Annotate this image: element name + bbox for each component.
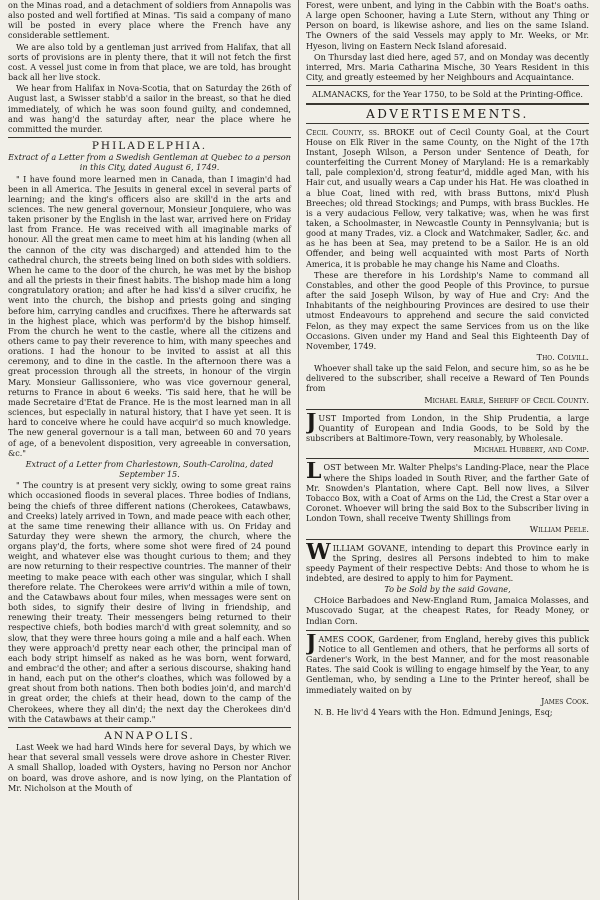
advertisements-heading: ADVERTISEMENTS. (366, 107, 529, 122)
drop-cap: J (306, 633, 317, 656)
divider (306, 103, 589, 105)
advert-text: UST Imported from London, in the Ship Prudentia, a large Quantity of European and India Goods, to be Sold by the subscribers at Baltimore-Town, very reasonably, by Wholesale. (306, 412, 589, 444)
divider (306, 630, 589, 631)
article-paragraph: Forest, were unbent, and lying in the Cabbin with the Boat's oaths. A large open Schooner, having a Lute Stern, without any Thing or Person on board, is likewise ashore, and lies on the same Island. The Owners of the said Vessels may apply to Mr. Weeks, or Mr. Hyeson, living on Eastern Neck Island aforesaid. (306, 0, 589, 51)
advert-text: CHoice Barbadoes and New-England Rum, Jamaica Molasses, and Muscovado Sugar, at the cheapest Rates, for Ready Money, or Indian Corn. (306, 595, 589, 626)
divider (306, 409, 589, 410)
advert-text: These are therefore in his Lordship's Name to command all Constables, and other the good People of this Province, to pursue after the said Joseph Wilson, by way of Hue and Cry: And the Inhabitants of the neighbouring Provinces are desired to use their utmost Endeavours to apprehend and secure the said convicted Felon, as they may expect the same Services from us on the like Occasions. Given under my Hand and Seal this Eighteenth Day of November, 1749. (306, 269, 589, 351)
letter-subheading: Extract of a Letter from Charlestown, South-Carolina, dated September 15. (25, 458, 274, 480)
article-paragraph: " The country is at present very sickly, owing to some great rains which occasioned floods in several places. Three bodies of Indians, being the chiefs of three different nations (Cherokees, Catawbaws, and Creeks) lately arrived in Town, and made peace with each other, at the same time renewing their alliance with us. On Friday and Saturday they were shewn the armory, the church, where the organs play'd, the forts, where some shot were fired of 24 pound weight, and whatever else was thought curious to them; and they are now returning to their respective countries. The manner of their meeting to make peace with each other was singular, which I shall therefore relate. The Cherokees were arriv'd within a mile of town, and the Catawbaws about four miles, when messages were sent on both sides, to signify their desire of living in friendship, and renewing their treaty. Their messengers being returned to their respective chiefs, both bodies march'd with great solemnity, and so slow, that they were three hours going a mile and a half each. When they were approach'd pretty near each other, the principal man of each body stript himself as naked as he was born, went forward, and embrac'd the other; and after a serious discourse, shaking hand in hand, each put on the other's cloathes, which was followed by a great shout from both nations. Then both bodies join'd, and march'd in great order, the chiefs at their head, down to the camp of the Cherokees, where they all din'd; the next day the Cherokees din'd with the Catawbaws at their camp." (8, 480, 291, 724)
signature: Tho. Colvill. (536, 352, 589, 362)
gardener-advertisement (306, 634, 589, 718)
county-label: Cecil County, ss. (306, 126, 380, 137)
drop-cap: W (306, 542, 331, 565)
divider (8, 727, 291, 728)
drop-cap: L (306, 462, 322, 485)
signature: James Cook. (541, 695, 589, 706)
dateline-heading: PHILADELPHIA. (91, 140, 208, 153)
dateline-heading: ANNAPOLIS. (104, 729, 195, 742)
signature: William Peele. (529, 524, 589, 535)
left-column (8, 0, 291, 794)
advert-text: ILLIAM GOVANE, intending to depart this Province early in the Spring, desires all Persons indebted to him to make speedy Payment of their respective Debts: And those to whom he is indebted, are desired to apply to him for Payment. (306, 542, 589, 583)
advert-text: N. B. He liv'd 4 Years with the Hon. Edmund Jenings, Esq; (314, 706, 553, 717)
divider (306, 539, 589, 540)
letter-subheading: Extract of a Letter from a Swedish Gentleman at Quebec to a person in this City, dated August 6, 1749. (8, 152, 291, 173)
advert-body: BROKE out of Cecil County Goal, at the Court House on Elk River in the same County, on the Night of the 17th Instant, Joseph Wilson, a Person under Sentence of Death, for counterfeiting the Current Money of Maryland: He is a remarkably tall, pale complexion'd, strong featur'd, middle aged Man, with his Hair cut, and usually wears a Cap under his Hat. He was cloathed in a blue Coat, lined with red, with brass Buttons, mix'd Plush Breeches; old thread Stockings; and Pumps, with brass Buckles. He is a very audacious Fellow, very talkative; was, when he was first taken, a Schoolmaster, in Newcastle County in Pennsylvania; but is good at many Trades, viz. a Clock and Watchmaker, Sadler, &c. and as he has been at Sea, may pretend to be a Sailor. He is an old Offender, and being well acquainted with most Parts of North America, it is probable he may change his Name and Cloaths. (306, 126, 589, 269)
article-paragraph: " I have found more learned men in Canada, than I imagin'd had been in all America. The Jesuits in general excel in several parts of learning; and the king's officers also are skill'd in the arts and sciences. The new general governour, Monsieur Jonquiere, who was taken prisoner by the English in the last war, arrived here on Friday last from France. He was received with all imaginable marks of honour. All the great men came to meet him at his landing (when all the cannon of the city was discharged) and attended him to the cathedral church, the streets being lined on both sides with soldiers. When he came to the door of the church, he was met by the bishop and all the priests in their finest habits. The bishop made him a long congratulatory oration; and after he had kiss'd a silver crucifix, he went into the church, the bishop and priests going and singing before him, carrying candles and crucifixes. There he afterwards sat in the highest place, which was perform'd by the bishop himself. From the church he went to the castle, where all the citizens and others came to pay their reverence to him, with many speeches and orations. I had the honour to be invited to assist at all this ceremony, and to dine in the castle. In the afternoon there was a great procession through all the streets, in honour of the virgin Mary. Monsieur Gallissoniere, who was vice governour general, returns to France in about 6 weeks. 'Tis said here, that he will be made Secretaire d'Etat de France. He is the most learned man in all sciences, but especially in natural history, that I have yet seen. It is hard to conceive where he could have acquir'd so much knowledge. The new general governour is a tall man, between 60 and 70 years of age, of a benevolent disposition, very agreeable in conversation, &c." (8, 173, 292, 458)
drop-cap: J (306, 412, 317, 435)
divider (8, 137, 291, 138)
advert-text (306, 127, 589, 269)
govane-advertisement (306, 543, 589, 627)
divider (306, 458, 589, 459)
lost-advertisement (306, 462, 589, 535)
right-column (306, 0, 589, 720)
advert-subheading: To be Sold by the said Govane, (384, 584, 511, 595)
advert-text: Whoever shall take up the said Felon, and secure him, so as he be delivered to the subscriber, shall receive a Reward of Ten Pounds from (306, 363, 589, 394)
divider (306, 123, 589, 124)
article-paragraph: Last Week we had hard Winds here for several Days, by which we hear that several small vessels were drove ashore in Chester River. A small Shallop, loaded with Oysters, having no Person nor Anchor on board, was drove ashore, and is now lying, on the Plantation of Mr. Nicholson at the Mouth of (8, 742, 291, 793)
divider (306, 85, 589, 86)
advert-text: OST between Mr. Walter Phelps's Landing-Place, near the Place where the Ships loaded in South River, and the farther Gate of Mr. Snowden's Plantation, where Capt. Bell now lives, a Silver Tobacco Box, with a Coat of Arms on the Lid, the Crest a Star over a Coronet. Whoever will bring the said Box to the Subscriber living in London Town, shall receive Twenty Shillings from (306, 462, 589, 524)
article-paragraph: We are also told by a gentleman just arrived from Halifax, that all sorts of provisions are in plenty there, that it will not fetch the first cost. A vessel just come in from that place, we are told, has brought back all her live stock. (8, 41, 291, 83)
advert-text: AMES COOK, Gardener, from England, hereby gives this publick Notice to all Gentlemen and others, that he performs all sorts of Gardener's Work, in the best Manner, and for the most reasonable Rates. The said Cook is willing to engage himself by the Year, to any Gentleman, who, by sending a Line to the Printer hereof, shall be immediately waited on by (306, 633, 589, 695)
imported-advertisement (306, 413, 589, 456)
column-rule (298, 0, 299, 900)
signature: Michael Hubbert, and Comp. (473, 444, 589, 455)
escape-advertisement (306, 127, 589, 406)
obituary-paragraph: On Thursday last died here, aged 57, and on Monday was decently interred, Mrs. Maria Catharina Mische, 30 Years Resident in this City, and greatly esteemed by her Neighbours and Acquaintance. (306, 51, 589, 83)
signature: Michael Earle, Sheriff of Cecil County. (424, 394, 589, 405)
article-paragraph: on the Minas road, and a detachment of soldiers from Annapolis was also posted and well fortified at Minas. 'Tis said a company of mano will be posted in every place where the French have any considerable settlement. (8, 0, 291, 41)
article-paragraph: We hear from Halifax in Nova-Scotia, that on Saturday the 26th of August last, a Swisser stabb'd a sailor in the breast, so that he died immediately, of which he was soon found guilty, and condemned, and was hang'd the saturday after, near the place where he committed the murder. (8, 83, 291, 134)
almanack-notice: ALMANACKS, for the Year 1750, to be Sold at the Printing-Office. (312, 89, 583, 100)
